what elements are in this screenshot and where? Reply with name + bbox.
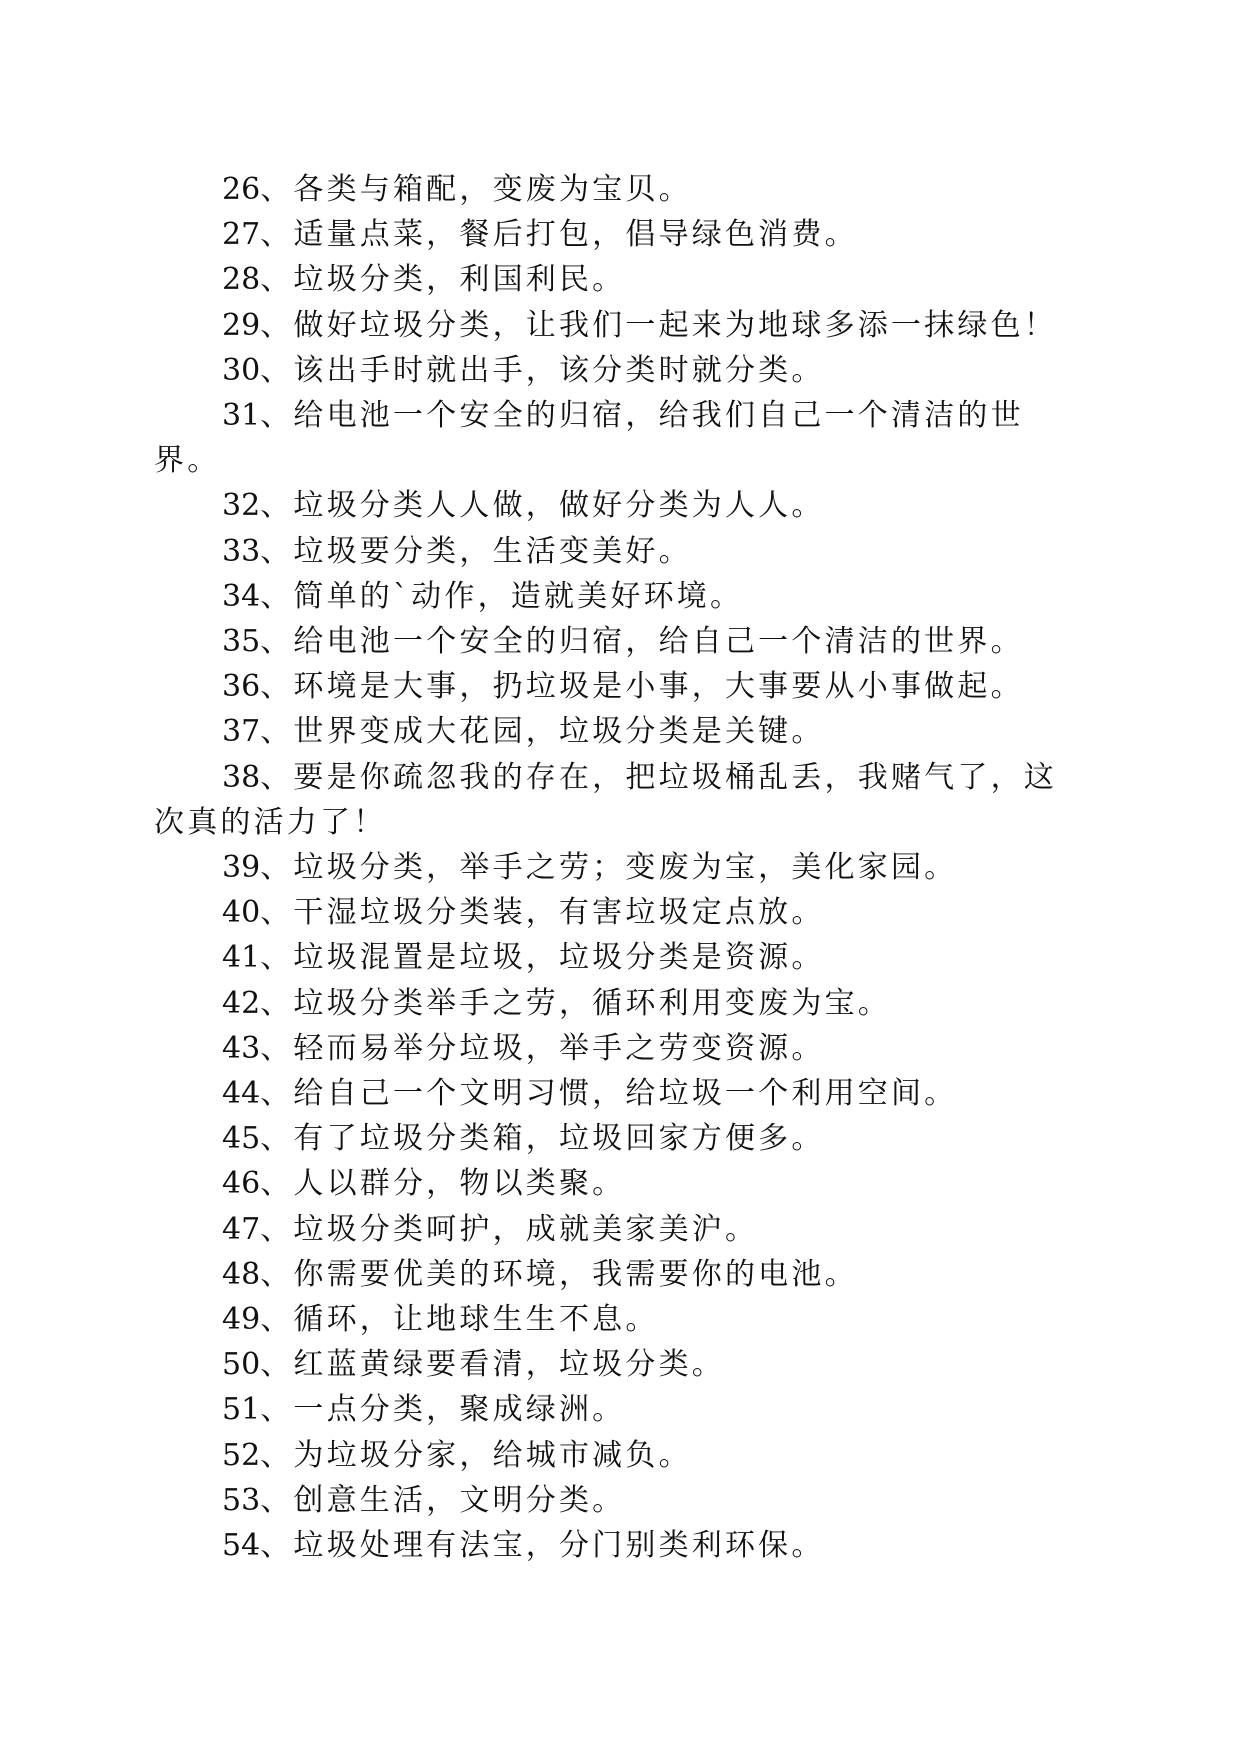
- item-number: 54: [222, 1528, 261, 1564]
- item-text: 、各类与箱配，变废为宝贝。: [260, 172, 692, 207]
- item-text: 、有了垃圾分类箱，垃圾回家方便多。: [260, 1121, 825, 1157]
- list-item: [154, 1387, 1084, 1432]
- list-item: [154, 1116, 1084, 1161]
- item-text: 、垃圾混置是垃圾，垃圾分类是资源。: [260, 940, 825, 976]
- list-item: [154, 664, 1084, 709]
- list-item: [154, 1342, 1084, 1387]
- item-number: 42: [222, 985, 261, 1021]
- item-number: 39: [222, 850, 261, 886]
- list-item: [154, 212, 1084, 257]
- item-number: 53: [222, 1482, 261, 1518]
- item-text: 、垃圾分类人人做，做好分类为人人。: [260, 488, 825, 524]
- list-item: [154, 1252, 1084, 1297]
- item-text: 、给电池一个安全的归宿，给我们自己一个清洁的世界。: [154, 398, 1024, 479]
- item-text: 、垃圾分类举手之劳，循环利用变废为宝。: [260, 985, 891, 1021]
- item-number: 26: [222, 172, 261, 207]
- item-number: 35: [222, 624, 261, 660]
- item-text: 、适量点菜，餐后打包，倡导绿色消费。: [260, 217, 858, 253]
- item-text: 、创意生活，文明分类。: [260, 1482, 626, 1518]
- item-text: 、一点分类，聚成绿洲。: [260, 1392, 626, 1428]
- item-text: 、环境是大事，扔垃圾是小事，大事要从小事做起。: [260, 669, 1024, 705]
- item-number: 33: [222, 533, 261, 569]
- item-text: 、垃圾处理有法宝，分门别类利环保。: [260, 1528, 825, 1564]
- list-item: [154, 1026, 1084, 1071]
- item-number: 51: [222, 1392, 261, 1428]
- item-text: 、为垃圾分家，给城市减负。: [260, 1437, 692, 1473]
- item-number: 45: [222, 1121, 261, 1157]
- list-item: [154, 619, 1084, 664]
- item-number: 43: [222, 1030, 261, 1066]
- list-item: [154, 167, 1084, 212]
- list-item: [154, 1433, 1084, 1478]
- list-item: [154, 303, 1084, 348]
- item-number: 44: [222, 1076, 261, 1112]
- list-item: [154, 529, 1084, 574]
- item-text: 、给自己一个文明习惯，给垃圾一个利用空间。: [260, 1076, 958, 1112]
- item-number: 28: [222, 262, 261, 298]
- item-number: 40: [222, 895, 261, 931]
- item-text: 、给电池一个安全的归宿，给自己一个清洁的世界。: [260, 624, 1024, 660]
- item-text: 、简单的`动作，造就美好环境。: [260, 578, 744, 614]
- list-item: [154, 981, 1084, 1026]
- list-item: [154, 1161, 1084, 1206]
- item-number: 32: [222, 488, 261, 524]
- item-text: 、垃圾分类，举手之劳；变废为宝，美化家园。: [260, 850, 958, 886]
- item-text: 、该出手时就出手，该分类时就分类。: [260, 352, 825, 388]
- item-text: 、垃圾分类，利国利民。: [260, 262, 626, 298]
- item-number: 34: [222, 578, 261, 614]
- list-item: [154, 483, 1084, 528]
- item-text: 、要是你疏忽我的存在，把垃圾桶乱丢，我赌气了，这次真的活力了！: [154, 759, 1057, 840]
- item-number: 36: [222, 669, 261, 705]
- item-number: 47: [222, 1211, 261, 1247]
- slogan-list: [154, 167, 1084, 1568]
- list-item: [154, 845, 1084, 890]
- list-item: [154, 393, 1084, 483]
- item-text: 、干湿垃圾分类装，有害垃圾定点放。: [260, 895, 825, 931]
- item-text: 、红蓝黄绿要看清，垃圾分类。: [260, 1347, 725, 1383]
- item-text: 、人以群分，物以类聚。: [260, 1166, 626, 1202]
- list-item: [154, 348, 1084, 393]
- item-text: 、循环，让地球生生不息。: [260, 1302, 659, 1338]
- list-item: [154, 935, 1084, 980]
- list-item: [154, 890, 1084, 935]
- item-number: 37: [222, 714, 261, 750]
- item-number: 46: [222, 1166, 261, 1202]
- item-number: 52: [222, 1437, 261, 1473]
- item-number: 27: [222, 217, 261, 253]
- item-text: 、垃圾分类呵护，成就美家美沪。: [260, 1211, 759, 1247]
- item-number: 29: [222, 307, 261, 343]
- list-item: [154, 574, 1084, 619]
- item-number: 30: [222, 352, 261, 388]
- item-text: 、做好垃圾分类，让我们一起来为地球多添一抹绿色！: [260, 307, 1057, 343]
- list-item: [154, 1297, 1084, 1342]
- item-number: 50: [222, 1347, 261, 1383]
- list-item: [154, 1478, 1084, 1523]
- item-text: 、垃圾要分类，生活变美好。: [260, 533, 692, 569]
- item-number: 49: [222, 1302, 261, 1338]
- list-item: [154, 1523, 1084, 1568]
- item-number: 48: [222, 1256, 261, 1292]
- list-item: [154, 1071, 1084, 1116]
- item-text: 、轻而易举分垃圾，举手之劳变资源。: [260, 1030, 825, 1066]
- list-item: [154, 1207, 1084, 1252]
- item-number: 38: [222, 759, 261, 795]
- list-item: [154, 709, 1084, 754]
- item-text: 、世界变成大花园，垃圾分类是关键。: [260, 714, 825, 750]
- item-number: 31: [222, 398, 261, 434]
- item-text: 、你需要优美的环境，我需要你的电池。: [260, 1256, 858, 1292]
- list-item: [154, 755, 1084, 845]
- item-number: 41: [222, 940, 261, 976]
- list-item: [154, 257, 1084, 302]
